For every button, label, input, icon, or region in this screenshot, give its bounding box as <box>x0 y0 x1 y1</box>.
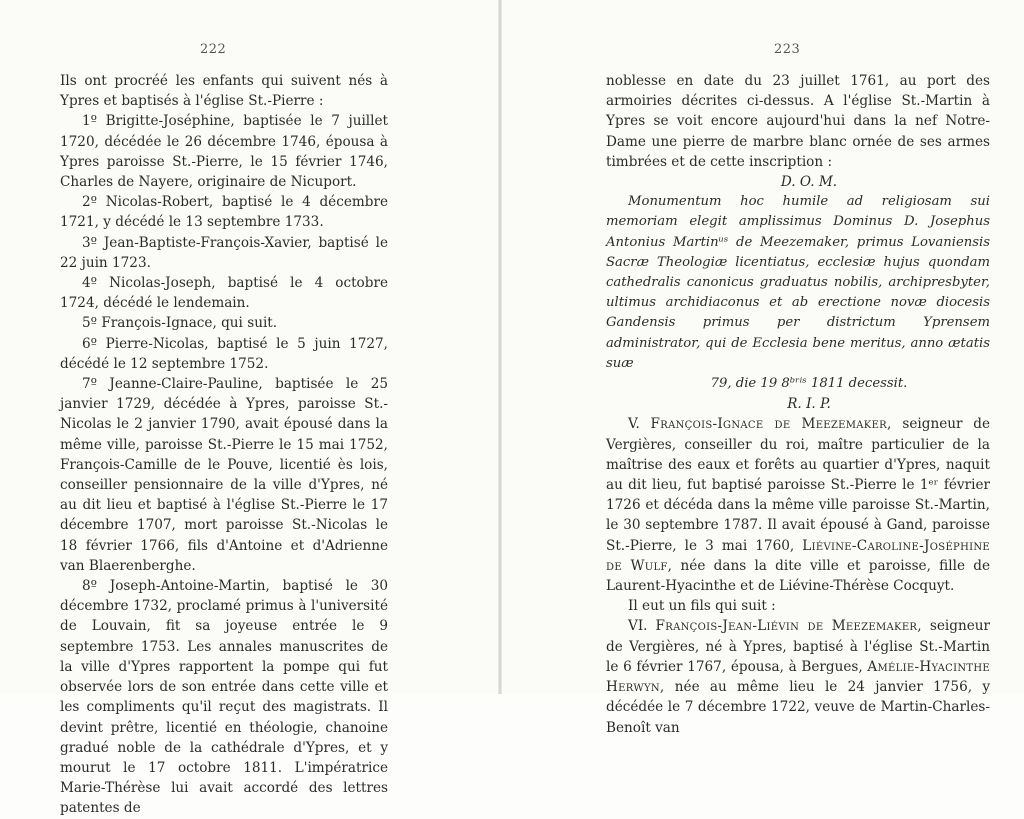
son-line: Il eut un fils qui suit : <box>628 598 776 615</box>
paragraph: 6º Pierre-Nicolas, baptisé le 5 juin 1727, décédé le 12 septembre 1752. <box>60 335 388 372</box>
inscription-closing: 79, die 19 8ᵇʳⁱˢ 1811 decessit. <box>710 376 908 392</box>
paragraph: Ils ont procréé les enfants qui suivent nés à Ypres et baptisés à l'église St.-Pierre : <box>60 73 388 110</box>
section-text: seigneur de Vergières, né à Ypres, baptisé à l'église St.-Martin le 6 février 1767, épousa, à Bergues, <box>606 618 990 675</box>
section-text: née dans la dite ville et paroisse, fille de Laurent-Hyacinthe et de Liévine-Thérèse Cocquyt. <box>606 557 990 595</box>
opening-paragraph: noblesse en date du 23 juillet 1761, au port des armoiries décrites ci-dessus. A l'église St.-Martin à Ypres se voit encore aujourd'hui dans la nef Notre-Dame une pierre de marbre blanc ornée de ses armes timbrées et de cette inscription : <box>606 73 990 170</box>
person-name: François-Ignace de Meezemaker, <box>650 416 892 433</box>
spouse-name: Amélie-Hyacinthe Herwyn, <box>606 658 990 696</box>
paragraph: 4º Nicolas-Joseph, baptisé le 4 octobre 1724, décédé le lendemain. <box>60 275 388 312</box>
left-page-text <box>60 71 388 819</box>
section-text: née au même lieu le 24 janvier 1756, y décédée le 7 décembre 1722, veuve de Martin-Charles-Benoît van <box>606 679 990 736</box>
paragraph: 7º Jeanne-Claire-Pauline, baptisée le 25 janvier 1729, décédée à Ypres, paroisse St.-Nicolas le 2 janvier 1790, avait épousé dans la même ville, paroisse St.-Pierre le 15 mai 1752, François-Camille de le Pouve, licentié ès lois, conseiller pensionnaire de la ville d'Ypres, né au dit lieu et baptisé à l'église St.-Pierre le 17 décembre 1707, mort paroisse St.-Nicolas le 18 février 1766, fils d'Antoine et d'Adrienne van Blaerenberghe. <box>60 376 388 574</box>
right-page <box>502 0 1024 736</box>
inscription-text <box>606 192 990 394</box>
spouse-name: Liévine-Caroline-Joséphine de Wulf, <box>606 537 990 574</box>
left-page <box>0 0 498 817</box>
section-v <box>606 414 990 596</box>
right-page-text <box>606 71 990 738</box>
section-numeral: VI. <box>628 618 648 635</box>
person-name: François-Jean-Liévin de Meezemaker, <box>655 618 922 635</box>
paragraph: 5º François-Ignace, qui suit. <box>82 315 278 332</box>
paragraph: 2º Nicolas-Robert, baptisé le 4 décembre 1721, y décédé le 13 septembre 1733. <box>60 194 388 231</box>
paragraph: 8º Joseph-Antoine-Martin, baptisé le 30 décembre 1732, proclamé primus à l'université de Louvain, fit sa joyeuse entrée le 9 septembre 1753. Les annales manuscrites de la ville d'Ypres rapportent la pompe qui fut observée lors de son entrée dans cette ville et les compliments qu'il reçut des magistrats. Il devint prêtre, licentié en théologie, chanoine gradué noble de la cathédrale d'Ypres, et y mourut le 17 octobre 1811. L'impératrice Marie-Thérèse lui avait accordé des lettres patentes de <box>60 578 388 817</box>
inscription-body: Monumentum hoc humile ad religiosam sui memoriam elegit amplissimus Dominus D. Josephus Antonius Martinᵘˢ de Meezemaker, primus Lovaniensis Sacræ Theologiæ licentiatus, ecclesiæ hujus quondam cathedralis canonicus graduatus nobilis, archipresbyter, ultimus archidiaconus et ab erectione novæ diocesis Gandensis primus per districtum Yprensem administrator, qui de Ecclesia bene meritus, anno ætatis suæ <box>606 194 990 371</box>
section-vi <box>606 616 990 737</box>
page-number-right: 223 <box>774 42 801 57</box>
section-text: seigneur de Vergières, conseiller du roi, maître particulier de la maîtrise des eaux et forêts au quartier d'Ypres, naquit au dit lieu, fut baptisé paroisse St.-Pierre le 1ᵉʳ février 1726 et décéda dans la même ville paroisse St.-Martin, le 30 septembre 1787. Il avait épousé à Gand, paroisse St.-Pierre, le 3 mai 1760, <box>606 416 991 554</box>
paragraph: 1º Brigitte-Joséphine, baptisée le 7 juillet 1720, décédée le 26 décembre 1746, épousa à Ypres paroisse St.-Pierre, le 15 février 1746, Charles de Nayere, originaire de Nicuport. <box>60 113 388 191</box>
paragraph: 3º Jean-Baptiste-François-Xavier, baptisé le 22 juin 1723. <box>60 234 388 271</box>
page-number-left: 222 <box>200 42 227 57</box>
inscription-rip: R. I. P. <box>787 396 831 413</box>
inscription-heading: D. O. M. <box>780 174 838 191</box>
section-numeral: V. <box>628 416 640 433</box>
